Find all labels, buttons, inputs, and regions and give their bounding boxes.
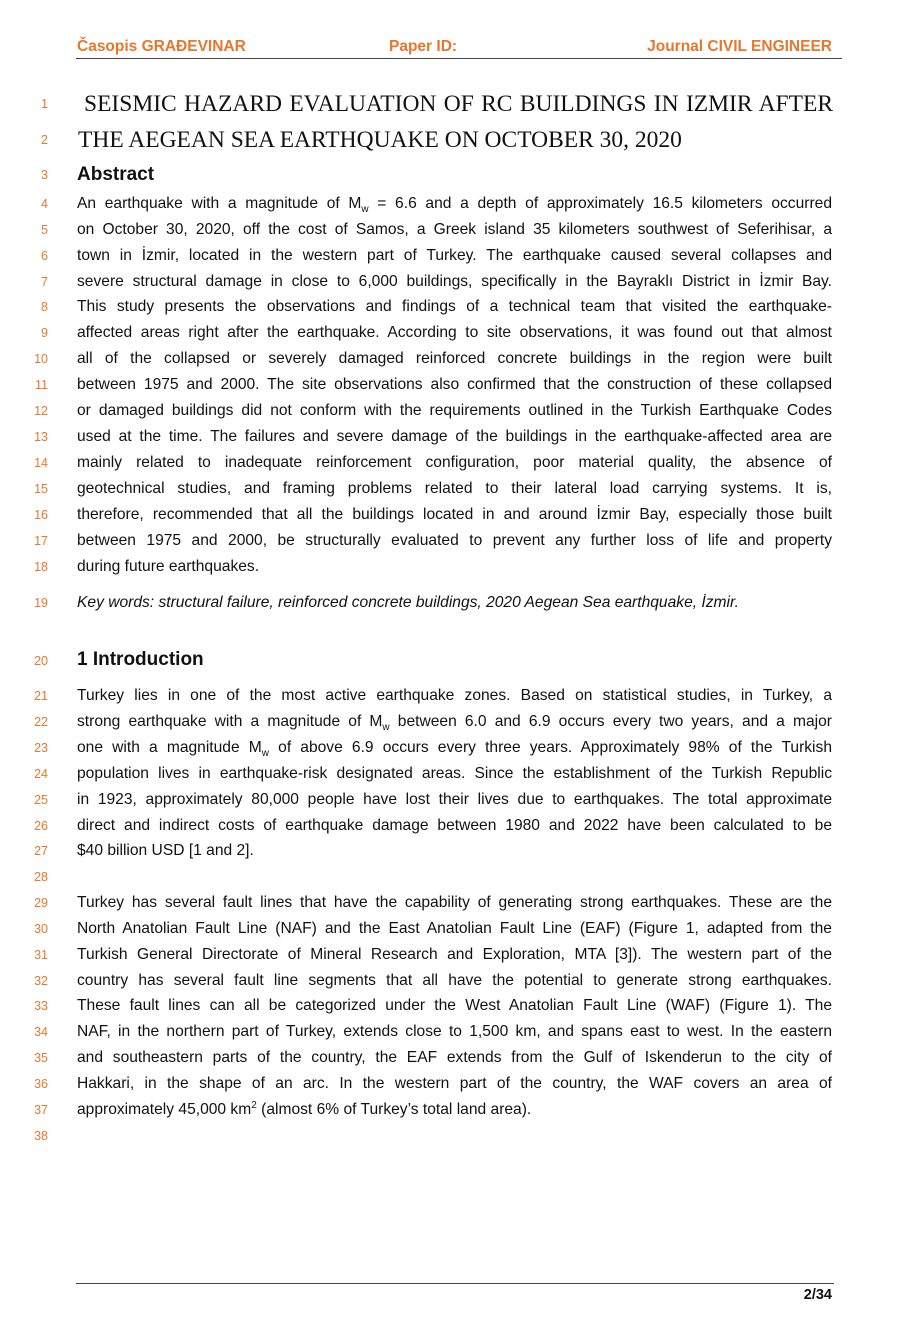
line-number: 17 [34, 534, 48, 548]
line-number: 7 [41, 275, 48, 289]
line-number: 34 [34, 1025, 48, 1039]
abstract-line: between 1975 and 2000, be structurally evaluated to prevent any further loss of life and property [77, 532, 832, 549]
abstract-line: severe structural damage in close to 6,000 buildings, specifically in the Bayraklı District in İzmir Bay. [77, 273, 832, 290]
line-number: 18 [34, 560, 48, 574]
line-number: 27 [34, 844, 48, 858]
body-line: North Anatolian Fault Line (NAF) and the East Anatolian Fault Line (EAF) (Figure 1, adapted from the [77, 920, 832, 937]
line-number: 16 [34, 508, 48, 522]
line-number: 3 [41, 168, 48, 182]
line-number: 2 [41, 133, 48, 147]
line-number: 8 [41, 300, 48, 314]
line-number: 19 [34, 596, 48, 610]
line-number: 33 [34, 999, 48, 1013]
abstract-line: therefore, recommended that all the buildings located in and around İzmir Bay, especially those built [77, 506, 832, 523]
body-line: Turkey has several fault lines that have the capability of generating strong earthquakes. These are the [77, 894, 832, 911]
footer-rule [76, 1283, 834, 1284]
header-rule [76, 58, 842, 59]
line-number: 22 [34, 715, 48, 729]
body-line: in 1923, approximately 80,000 people have lost their lives due to earthquakes. The total approximate [77, 791, 832, 808]
paper-title-line: THE AEGEAN SEA EARTHQUAKE ON OCTOBER 30, 2020 [78, 127, 682, 153]
body-line: $40 billion USD [1 and 2]. [77, 842, 254, 859]
body-line: one with a magnitude $M_w$ of above 6.9 occurs every three years. Approximately 98% of the Turkish [77, 739, 832, 760]
line-number: 37 [34, 1103, 48, 1117]
abstract-line: geotechnical studies, and framing problems related to their lateral load carrying systems. It is, [77, 480, 832, 497]
abstract-line: This study presents the observations and findings of a technical team that visited the earthquake- [77, 298, 832, 315]
body-line: These fault lines can all be categorized under the West Anatolian Fault Line (WAF) (Figure 1). The [77, 997, 832, 1014]
journal-name-left: Časopis GRAĐEVINAR [77, 38, 246, 55]
line-number: 32 [34, 974, 48, 988]
abstract-line: during future earthquakes. [77, 558, 260, 575]
page-number: 2/34 [803, 1287, 832, 1303]
line-number: 11 [35, 378, 48, 392]
line-number: 25 [34, 793, 48, 807]
line-number: 21 [34, 689, 48, 703]
line-number: 9 [41, 326, 48, 340]
body-line: population lives in earthquake-risk designated areas. Since the establishment of the Turkish Republic [77, 765, 832, 782]
line-number: 23 [34, 741, 48, 755]
line-number: 28 [34, 870, 48, 884]
abstract-line: on October 30, 2020, off the cost of Samos, a Greek island 35 kilometers southwest of Seferihisar, a [77, 221, 832, 238]
abstract-line: between 1975 and 2000. The site observations also confirmed that the construction of these collapsed [77, 376, 832, 393]
paper-id-label: Paper ID: [389, 38, 458, 55]
body-line: approximately 45,000 $km^2$ (almost 6% of Turkey’s total land area). [77, 1099, 532, 1118]
abstract-line: used at the time. The failures and severe damage of the buildings in the earthquake-affected area are [77, 428, 832, 445]
line-number: 26 [34, 819, 48, 833]
abstract-line: An earthquake with a magnitude of $M_w = 6.6$ and a depth of approximately 16.5 kilometers occurred [77, 195, 832, 216]
body-line: and southeastern parts of the country, the EAF extends from the Gulf of Iskenderun to the city of [77, 1049, 832, 1066]
keywords: Key words: structural failure, reinforced concrete buildings, 2020 Aegean Sea earthquake, İzmir. [77, 594, 739, 611]
line-number: 24 [34, 767, 48, 781]
line-number: 6 [41, 249, 48, 263]
line-number: 20 [34, 654, 48, 668]
body-line: Hakkari, in the shape of an arc. In the western part of the country, the WAF covers an area of [77, 1075, 832, 1092]
line-number: 12 [34, 404, 48, 418]
line-number: 15 [34, 482, 48, 496]
abstract-line: or damaged buildings did not conform with the requirements outlined in the Turkish Earthquake Codes [77, 402, 832, 419]
abstract-line: mainly related to inadequate reinforcement configuration, poor material quality, the absence of [77, 454, 832, 471]
body-line: country has several fault line segments that all have the potential to generate strong earthquakes. [77, 972, 832, 989]
abstract-line: affected areas right after the earthquake. According to site observations, it was found out that almost [77, 324, 832, 341]
abstract-line: town in İzmir, located in the western part of Turkey. The earthquake caused several collapses and [77, 247, 832, 264]
line-number: 4 [41, 197, 48, 211]
line-number: 35 [34, 1051, 48, 1065]
body-line: direct and indirect costs of earthquake damage between 1980 and 2022 have been calculated to be [77, 817, 832, 834]
body-line: strong earthquake with a magnitude of $M_w$ between 6.0 and 6.9 occurs every two years, and a major [77, 713, 832, 734]
introduction-heading: 1 Introduction [77, 649, 204, 670]
abstract-heading: Abstract [77, 164, 155, 185]
line-number: 38 [34, 1129, 48, 1143]
line-number: 14 [34, 456, 48, 470]
line-number: 10 [34, 352, 48, 366]
body-line: Turkey lies in one of the most active earthquake zones. Based on statistical studies, in Turkey, a [77, 687, 832, 704]
line-number: 31 [34, 948, 48, 962]
line-number: 5 [41, 223, 48, 237]
body-line: Turkish General Directorate of Mineral Research and Exploration, MTA [3]). The western part of the [77, 946, 832, 963]
line-number: 29 [34, 896, 48, 910]
line-number: 13 [34, 430, 48, 444]
line-number: 30 [34, 922, 48, 936]
paper-title-line: SEISMIC HAZARD EVALUATION OF RC BUILDINGS IN IZMIR AFTER [84, 91, 833, 117]
line-number: 1 [41, 97, 48, 111]
journal-name-right: Journal CIVIL ENGINEER [647, 38, 832, 55]
body-line: NAF, in the northern part of Turkey, extends close to 1,500 km, and spans east to west. In the eastern [77, 1023, 832, 1040]
line-number: 36 [34, 1077, 48, 1091]
abstract-line: all of the collapsed or severely damaged reinforced concrete buildings in the region were built [77, 350, 832, 367]
